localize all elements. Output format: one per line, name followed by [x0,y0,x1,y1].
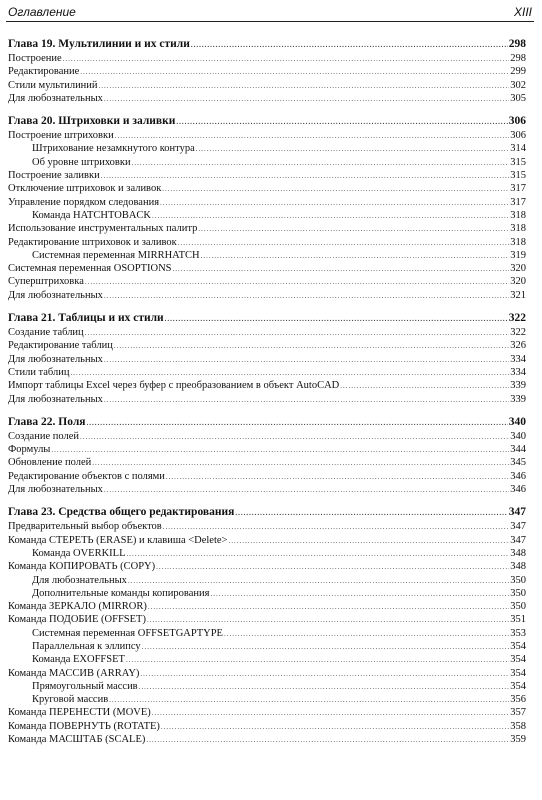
entry-title: Использование инструментальных палитр [8,223,198,235]
dot-leader [104,290,509,301]
entry-page-number: 354 [510,667,526,679]
entry-title: Стили таблиц [8,366,70,378]
entry-page-number: 318 [510,236,526,248]
entry-page-number: 340 [510,430,526,442]
entry-title: Системная переменная OFFSETGAPTYPE [32,627,223,639]
entry-page-number: 317 [510,183,526,195]
entry-title: Стили мультилиний [8,79,98,91]
chapter-section [8,312,526,407]
dot-leader [173,263,510,274]
dot-leader [128,575,509,586]
entry-page-number: 348 [510,547,526,559]
entry-title: Прямоугольный массив [32,680,138,692]
entry-title: Для любознательных [32,574,127,586]
chapter-title: Глава 19. Мультилинии и их стили [8,38,190,50]
chapter-heading[interactable] [8,312,526,327]
entry-page-number: 350 [510,587,526,599]
entry-page-number: 350 [510,574,526,586]
dot-leader [109,694,509,705]
dot-leader [114,340,509,351]
entry-title: Штрихование незамкнутого контура [32,143,195,155]
dot-leader [235,506,507,518]
toc-entry[interactable] [8,66,526,79]
entry-page-number: 358 [510,720,526,732]
toc-subentry[interactable] [8,681,526,694]
toc-entry[interactable] [8,601,526,614]
entry-title: Для любознательных [8,289,103,301]
toc-subentry[interactable] [8,157,526,170]
toc-subentry[interactable] [8,250,526,263]
entry-page-number: 334 [510,366,526,378]
entry-title: Обновление полей [8,457,92,469]
dot-leader [340,380,509,391]
dot-leader [147,614,509,625]
dot-leader [152,707,509,718]
entry-page-number: 306 [510,130,526,142]
dot-leader [71,367,510,378]
entry-title: Редактирование [8,66,80,78]
dot-leader [160,197,509,208]
entry-page-number: 322 [510,327,526,339]
dot-leader [165,312,508,324]
entry-page-number: 319 [510,249,526,261]
toc-entry[interactable] [8,354,526,367]
chapter-page-number: 322 [508,312,526,325]
toc-entry[interactable] [8,380,526,393]
dot-leader [162,183,509,194]
entry-title: Создание таблиц [8,327,84,339]
entry-title: Для любознательных [8,353,103,365]
toc-subentry[interactable] [8,694,526,707]
chapter-heading[interactable] [8,115,526,130]
running-header [6,4,534,22]
dot-leader [104,93,509,104]
entry-page-number: 298 [510,53,526,64]
toc-entry[interactable] [8,734,526,747]
toc-entry[interactable] [8,93,526,106]
entry-title: Команда ПОВЕРНУТЬ (ROTATE) [8,720,160,732]
entry-page-number: 354 [510,654,526,666]
chapter-heading[interactable] [8,38,526,53]
dot-leader [80,431,509,442]
entry-page-number: 320 [510,276,526,288]
entry-title: Редактирование штриховок и заливок [8,236,177,248]
entry-page-number: 305 [510,92,526,104]
toc-entry[interactable] [8,80,526,93]
dot-leader [201,250,510,261]
toc-entry[interactable] [8,197,526,210]
dot-leader [210,588,509,599]
entry-title: Построение штриховки [8,130,114,142]
toc-entry[interactable] [8,444,526,457]
dot-leader [140,668,509,679]
chapter-heading[interactable] [8,506,526,521]
entry-page-number: 299 [510,66,526,78]
dot-leader [85,276,509,287]
entry-page-number: 314 [510,143,526,155]
toc-entry[interactable] [8,276,526,289]
toc-entry[interactable] [8,130,526,143]
chapter-page-number: 340 [508,415,526,428]
dot-leader [191,38,508,50]
header-page-number: XIII [513,5,532,19]
dot-leader [163,521,509,532]
entry-title: Редактирование объектов с полями [8,470,165,482]
entry-title: Построение [8,53,62,64]
toc-subentry[interactable] [8,548,526,561]
chapter-title: Глава 21. Таблицы и их стили [8,312,164,325]
dot-leader [51,444,509,455]
dot-leader [148,601,509,612]
dot-leader [196,143,509,154]
dot-leader [80,66,509,77]
entry-title: Команда ЗЕРКАЛО (MIRROR) [8,601,147,613]
dot-leader [161,721,509,732]
chapter-title: Глава 22. Поля [8,415,86,428]
entry-title: Системная переменная OSOPTIONS [8,263,172,275]
toc-entry[interactable] [8,707,526,720]
entry-title: Редактирование таблиц [8,340,113,352]
header-title: Оглавление [8,5,76,19]
entry-page-number: 318 [510,223,526,235]
dot-leader [228,535,509,546]
entry-title: Команда HATCHTOBACK [32,209,151,221]
entry-title: Формулы [8,444,51,456]
toc-entry[interactable] [8,263,526,276]
entry-page-number: 354 [510,640,526,652]
entry-page-number: 344 [510,444,526,456]
toc-subentry[interactable] [8,628,526,641]
dot-leader [115,130,510,141]
entry-page-number: 357 [510,707,526,719]
entry-title: Команда OVERKILL [32,547,126,559]
entry-page-number: 339 [510,380,526,392]
entry-page-number: 354 [510,680,526,692]
chapter-section [8,38,526,106]
entry-title: Об уровне штриховки [32,156,131,168]
toc-entry[interactable] [8,223,526,236]
entry-title: Команда EXOFFSET [32,654,125,666]
toc-entry[interactable] [8,535,526,548]
entry-title: Команда ПОДОБИЕ (OFFSET) [8,614,146,626]
dot-leader [104,354,509,365]
toc-entry[interactable] [8,431,526,444]
toc-entry[interactable] [8,327,526,340]
dot-leader [104,394,509,405]
toc-subentry[interactable] [8,575,526,588]
dot-leader [166,471,509,482]
toc-subentry[interactable] [8,641,526,654]
entry-page-number: 347 [510,534,526,546]
toc-subentry[interactable] [8,210,526,223]
entry-page-number: 348 [510,561,526,573]
toc-entry[interactable] [8,484,526,497]
entry-title: Суперштриховка [8,276,84,288]
entry-title: Команда КОПИРОВАТЬ (COPY) [8,561,156,573]
entry-page-number: 326 [510,340,526,352]
dot-leader [63,53,510,64]
entry-page-number: 359 [510,734,526,746]
entry-page-number: 302 [510,79,526,91]
toc-entry[interactable] [8,237,526,250]
entry-title: Построение заливки [8,170,100,182]
toc-entry[interactable] [8,53,526,66]
entry-title: Создание полей [8,430,79,442]
entry-page-number: 320 [510,263,526,275]
dot-leader [224,628,509,639]
dot-leader [126,654,509,665]
dot-leader [99,80,510,91]
dot-leader [101,170,510,181]
entry-page-number: 356 [510,694,526,706]
chapter-section [8,416,526,497]
entry-page-number: 353 [510,627,526,639]
entry-title: Для любознательных [8,92,103,104]
toc-entry[interactable] [8,394,526,407]
dot-leader [92,457,509,468]
entry-page-number: 315 [510,156,526,168]
toc-entry[interactable] [8,521,526,534]
entry-page-number: 347 [510,521,526,533]
entry-title: Для любознательных [8,484,103,496]
toc-entry[interactable] [8,668,526,681]
toc-subentry[interactable] [8,143,526,156]
dot-leader [104,484,509,495]
dot-leader [85,327,510,338]
toc-entry[interactable] [8,183,526,196]
entry-title: Системная переменная MIRRHATCH [32,249,200,261]
toc-entry[interactable] [8,561,526,574]
entry-page-number: 346 [510,470,526,482]
entry-title: Предварительный выбор объектов [8,521,162,533]
chapter-title: Глава 23. Средства общего редактирования [8,506,235,519]
entry-title: Команда МАССИВ (ARRAY) [8,667,140,679]
entry-page-number: 346 [510,484,526,496]
entry-title: Круговой массив [32,694,109,706]
entry-page-number: 315 [510,170,526,182]
entry-title: Команда ПЕРЕНЕСТИ (MOVE) [8,707,151,719]
entry-page-number: 339 [510,393,526,405]
dot-leader [132,157,510,168]
toc-subentry[interactable] [8,588,526,601]
entry-title: Дополнительные команды копирования [32,587,210,599]
dot-leader [142,641,510,652]
dot-leader [139,681,510,692]
dot-leader [176,115,507,127]
dot-leader [156,561,509,572]
dot-leader [178,237,509,248]
dot-leader [146,734,509,745]
entry-page-number: 345 [510,457,526,469]
dot-leader [198,223,509,234]
toc-entry[interactable] [8,471,526,484]
toc-entry[interactable] [8,170,526,183]
chapter-page-number: 347 [508,506,526,519]
dot-leader [152,210,509,221]
chapter-section [8,506,526,747]
toc-entry[interactable] [8,290,526,303]
entry-title: Для любознательных [8,393,103,405]
entry-title: Команда МАСШТАБ (SCALE) [8,734,146,746]
chapter-title: Глава 20. Штриховки и заливки [8,115,176,128]
toc-entry[interactable] [8,614,526,627]
dot-leader [87,416,508,428]
entry-page-number: 317 [510,196,526,208]
toc-entry[interactable] [8,367,526,380]
toc-subentry[interactable] [8,654,526,667]
entry-page-number: 351 [510,614,526,626]
toc-entry[interactable] [8,721,526,734]
chapter-section [8,115,526,303]
table-of-contents [8,38,526,756]
entry-title: Команда СТЕРЕТЬ (ERASE) и клавиша <Delete> [8,534,228,546]
chapter-page-number: 306 [508,115,526,128]
entry-page-number: 321 [510,289,526,301]
dot-leader [127,548,510,559]
entry-page-number: 350 [510,601,526,613]
entry-title: Импорт таблицы Excel через буфер с преобразованием в объект AutoCAD [8,380,340,392]
chapter-page-number: 298 [508,38,526,50]
toc-entry[interactable] [8,340,526,353]
entry-page-number: 334 [510,353,526,365]
chapter-heading[interactable] [8,416,526,431]
entry-title: Параллельная к эллипсу [32,640,141,652]
entry-title: Отключение штриховок и заливок [8,183,162,195]
entry-title: Управление порядком следования [8,196,160,208]
entry-page-number: 318 [510,209,526,221]
toc-entry[interactable] [8,457,526,470]
